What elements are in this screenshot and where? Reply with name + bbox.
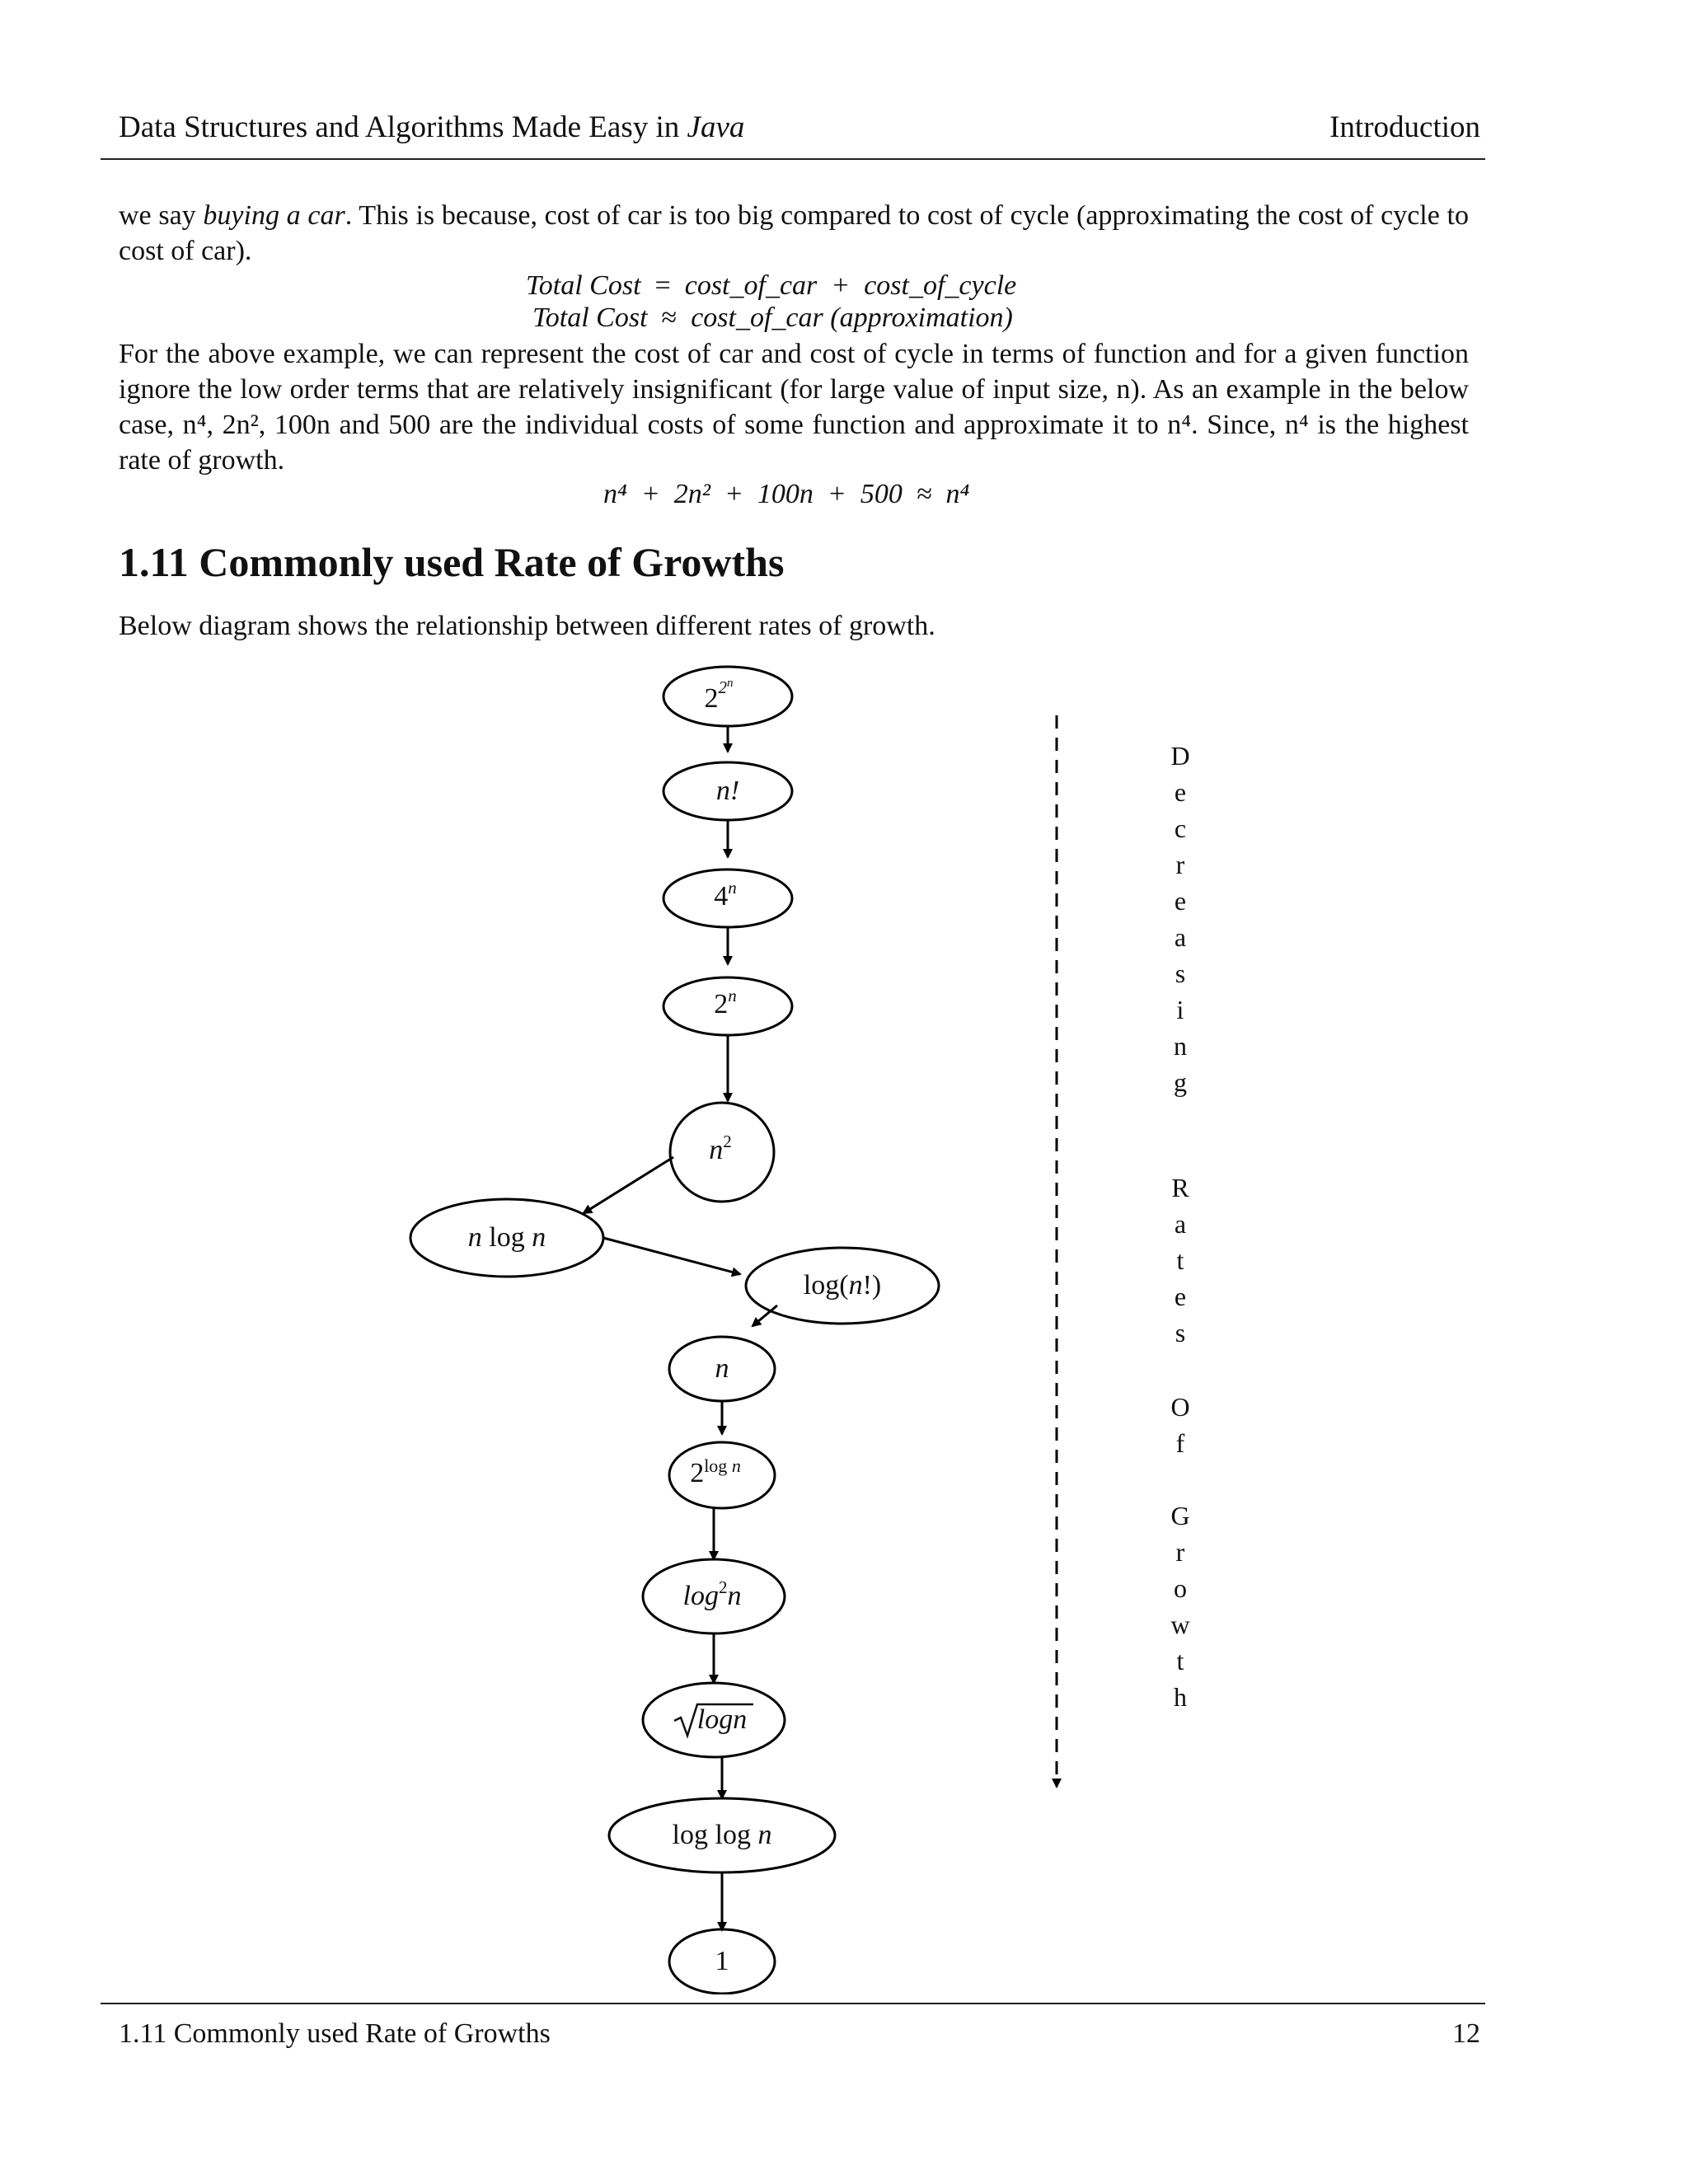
svg-text:s: s	[1175, 1318, 1186, 1347]
arrow-nlogn-to-logfact	[603, 1238, 740, 1274]
paragraph-intro: we say buying a car. This is because, cost of car is too big compared to cost of cycle (approximating the cost of cycle to cost of car).	[119, 200, 1469, 266]
equation-total-cost: Total Cost = cost_of_car + cost_of_cycle	[526, 270, 1017, 301]
header-rule	[101, 158, 1485, 160]
svg-text:s: s	[1175, 958, 1186, 988]
svg-text:h: h	[1174, 1682, 1187, 1712]
svg-text:a: a	[1174, 922, 1187, 952]
svg-text:o: o	[1174, 1573, 1187, 1603]
svg-text:g: g	[1174, 1067, 1187, 1097]
label-2-power-logn: $2^{log}$ n	[690, 1455, 741, 1488]
section-title: 1.11 Commonly used Rate of Growths	[119, 539, 785, 585]
svg-text:r: r	[1175, 1537, 1185, 1567]
label-n-log-n: n log n	[467, 1222, 546, 1253]
svg-text:R: R	[1171, 1173, 1189, 1202]
svg-text:O: O	[1170, 1392, 1190, 1422]
diagram-caption: Below diagram shows the relationship between different rates of growth.	[119, 611, 935, 641]
svg-text:c: c	[1174, 813, 1187, 843]
side-label-decreasing-rates-of-growth	[1170, 741, 1189, 1712]
label-n-factorial: n!	[715, 776, 740, 806]
running-header-chapter: Introduction	[1329, 110, 1480, 144]
node-2-power-2n	[663, 667, 792, 726]
svg-text:e: e	[1174, 777, 1187, 807]
label-log-squared-n: $\log^2n$	[682, 1577, 742, 1611]
label-n-squared: $n^2$	[709, 1132, 732, 1165]
label-n: n	[715, 1353, 729, 1384]
svg-text:t: t	[1176, 1245, 1184, 1275]
svg-text:i: i	[1176, 995, 1184, 1024]
svg-text:e: e	[1174, 886, 1187, 916]
label-4n: 4$^n$	[714, 878, 737, 912]
equation-total-cost-approx: Total Cost ≈ cost_of_car (approximation)	[532, 302, 1013, 333]
arrow-n2-to-nlogn	[584, 1157, 673, 1213]
label-sqrt-log-n: logn	[696, 1704, 748, 1735]
label-log-n-factorial: log(n!)	[803, 1270, 882, 1301]
page-number: 12	[1452, 2018, 1480, 2049]
growth-rate-diagram	[0, 643, 1688, 1994]
svg-text:a: a	[1174, 1209, 1187, 1239]
svg-text:f: f	[1175, 1428, 1185, 1458]
svg-text:t: t	[1176, 1646, 1184, 1675]
footer-rule	[101, 2003, 1485, 2004]
svg-text:D: D	[1170, 741, 1190, 771]
label-log-log-n: log log n	[672, 1820, 772, 1850]
svg-text:r: r	[1175, 850, 1185, 879]
svg-text:e: e	[1174, 1282, 1187, 1311]
label-2-power-2n: $2^{2n}$	[704, 677, 734, 714]
svg-text:w: w	[1170, 1610, 1190, 1639]
svg-text:n: n	[1174, 1031, 1187, 1061]
svg-text:G: G	[1170, 1501, 1190, 1530]
footer-section: 1.11 Commonly used Rate of Growths	[119, 2018, 551, 2049]
running-header-title: Data Structures and Algorithms Made Easy in Java	[119, 110, 745, 144]
label-2n: 2$^n$	[714, 986, 737, 1019]
label-one: 1	[715, 1946, 729, 1976]
paragraph-low-order-terms: For the above example, we can represent the cost of car and cost of cycle in terms of function and for a given function ignore the low order terms that are relatively insignificant (for large value of input size, n). As an example in the below case, n⁴, 2n², 100n and 500 are the individual costs of some function and approximate it to n⁴. Since, n⁴ is the highest rate of growth.	[119, 339, 1469, 476]
equation-polynomial: n⁴ + 2n² + 100n + 500 ≈ n⁴	[603, 479, 970, 509]
